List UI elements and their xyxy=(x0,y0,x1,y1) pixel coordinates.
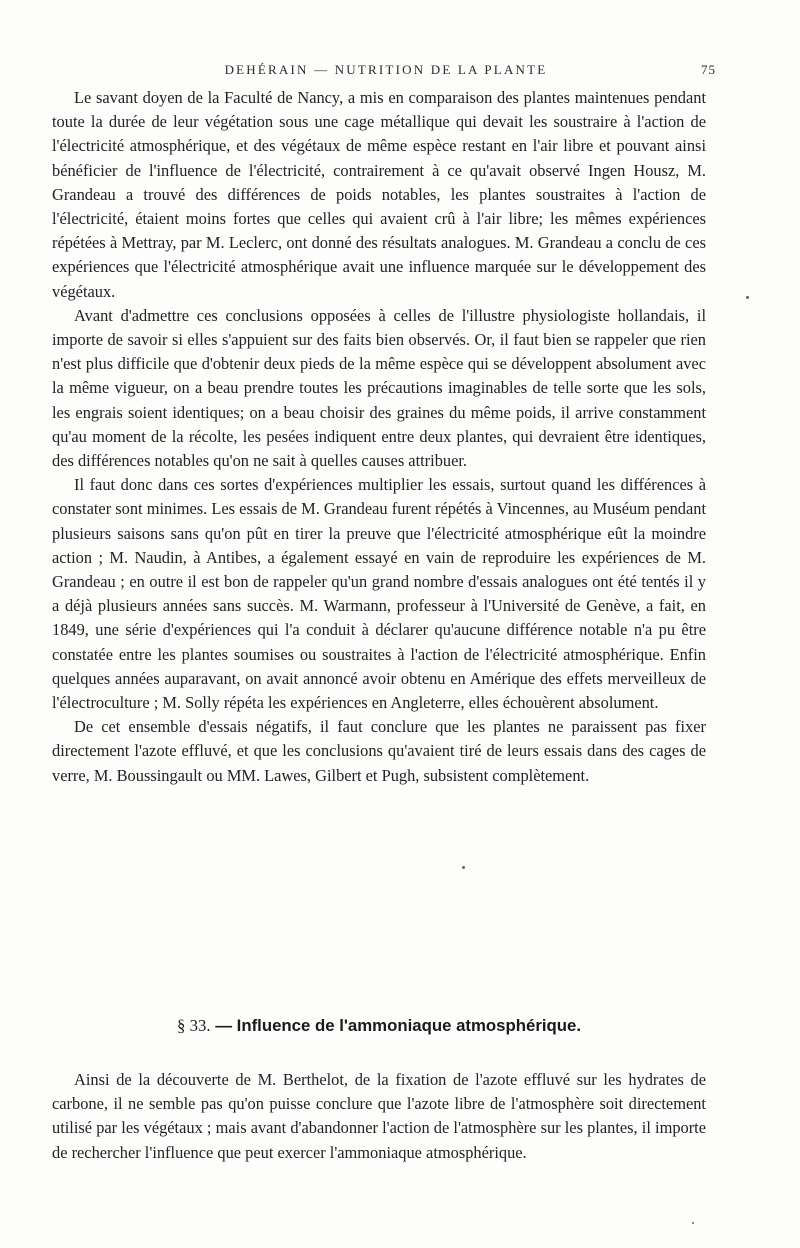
body-text xyxy=(52,86,706,788)
section-dash: — xyxy=(215,1016,232,1035)
ink-speck xyxy=(462,866,465,869)
paragraph-2: Avant d'admettre ces conclusions opposées à celles de l'illustre physiologiste hollandais, il importe de savoir si elles s'appuient sur des faits bien observés. Or, il faut bien se rappeler que rien n'est plus difficile que d'obtenir deux pieds de la même espèce qui se développent absolument avec la même vigueur, on a beau prendre toutes les précautions imaginables de telle sorte que les sols, les engrais soient identiques; on a beau choisir des graines du même poids, il arrive constamment qu'au moment de la récolte, les pesées indiquent entre deux plantes, qui devraient être identiques, des différences notables qu'on ne sait à quelles causes attribuer. xyxy=(52,305,706,471)
page-number: 75 xyxy=(701,62,716,77)
body-text-section-33 xyxy=(52,1068,706,1165)
section-number: § 33. xyxy=(176,1016,211,1035)
section-title: Influence de l'ammoniaque atmosphérique. xyxy=(236,1016,582,1035)
running-title: DEHÉRAIN — NUTRITION DE LA PLANTE xyxy=(224,62,548,77)
paragraph-3: Il faut donc dans ces sortes d'expériences multiplier les essais, surtout quand les différences à constater sont minimes. Les essais de M. Grandeau furent répétés à Vincennes, au Muséum pendant plusieurs saisons sans qu'on pût en tirer la preuve que l'électricité atmosphérique eût la moindre action ; M. Naudin, à Antibes, a également essayé en vain de reproduire les expériences de M. Grandeau ; en outre il est bon de rappeler qu'un grand nombre d'essais analogues ont été tentés il y a déjà plusieurs années sans succès. M. Warmann, professeur à l'Université de Genève, a fait, en 1849, une série d'expériences qui l'a conduit à déclarer qu'aucune différence notable n'a pu être constatée entre les plantes soumises ou soustraites à l'action de l'électricité atmosphérique. Enfin quelques années auparavant, on avait annoncé avoir obtenu en Amérique des effets merveilleux de l'électroculture ; M. Solly répéta les expériences en Angleterre, elles échouèrent absolument. xyxy=(52,475,706,713)
section-heading xyxy=(52,1016,706,1036)
ink-speck xyxy=(692,1222,694,1224)
running-head xyxy=(56,62,716,82)
paragraph-5: Ainsi de la découverte de M. Berthelot, de la fixation de l'azote effluvé sur les hydrates de carbone, il ne semble pas qu'on puisse conclure que l'azote libre de l'atmosphère soit directement utilisé par les végétaux ; mais avant d'abandonner l'action de l'atmosphère sur les plantes, il importe de rechercher l'influence que peut exercer l'ammoniaque atmosphérique. xyxy=(52,1070,706,1162)
ink-speck xyxy=(746,296,749,299)
paragraph-4: De cet ensemble d'essais négatifs, il faut conclure que les plantes ne paraissent pas fixer directement l'azote effluvé, et que les conclusions qu'avaient tiré de leurs essais dans des cages de verre, M. Boussingault ou MM. Lawes, Gilbert et Pugh, subsistent complètement. xyxy=(52,717,706,785)
paragraph-1: Le savant doyen de la Faculté de Nancy, a mis en comparaison des plantes maintenues pendant toute la durée de leur végétation sous une cage métallique qui devait les soustraire à l'action de l'électricité atmosphérique, et des végétaux de même espèce restant en l'air libre et pouvant ainsi bénéficier de l'influence de l'électricité, contrairement à ce qu'avait observé Ingen Housz, M. Grandeau a trouvé des différences de poids notables, les plantes soustraites à l'action de l'électricité, étaient moins fortes que celles qui avaient crû à l'air libre; les mêmes expériences répétées à Mettray, par M. Leclerc, ont donné des résultats analogues. M. Grandeau a conclu de ces expériences que l'électricité atmosphérique avait une influence marquée sur le développement des végétaux. xyxy=(52,88,706,301)
